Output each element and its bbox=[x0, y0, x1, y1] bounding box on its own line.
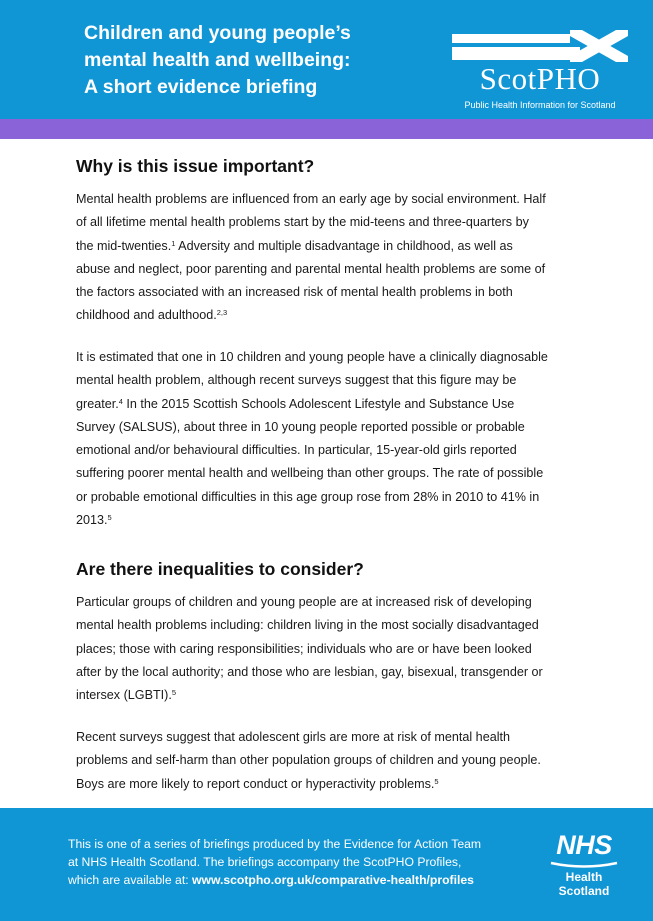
paragraph: Recent surveys suggest that adolescent girls are more at risk of mental health problems and self-harm than other population groups of children and young people. Boys are more likely to report conduct or hyperactivity problems.$^5$ bbox=[76, 730, 541, 791]
title-line: Children and young people’s bbox=[84, 22, 351, 44]
scotpho-logo bbox=[452, 30, 628, 115]
title-line: mental health and wellbeing: bbox=[84, 49, 351, 71]
accent-band bbox=[0, 119, 653, 139]
paragraph: It is estimated that one in 10 children and young people have a clinically diagnosable mental health problem, although recent surveys suggest that this figure may be greater.$^4$ In the 2015 Scottish Schools Adolescent Lifestyle and Substance Use Survey (SALSUS), about three in 10 young people reported possible or probable emotional and/or behavioural difficulties. In particular, 15-year-old girls reported suffering poorer mental health and wellbeing than other groups. The rate of possible or probable emotional difficulties in this age group rose from 28% in 2010 to 41% in 2013.$^5$ bbox=[76, 350, 548, 528]
title-line: A short evidence briefing bbox=[84, 76, 318, 98]
header-banner bbox=[0, 0, 653, 119]
paragraph: Mental health problems are influenced from an early age by social environment. Half of all lifetime mental health problems start by the mid-teens and three-quarters by the mid-twenties.$^1$ Adversity and multiple disadvantage in childhood, as well as abuse and neglect, poor parenting and parental mental health problems are some of the factors associated with an increased risk of mental health problems in both childhood and adulthood.$^{2,3}$ bbox=[76, 192, 546, 323]
citation: 5 bbox=[434, 776, 439, 786]
document-title bbox=[84, 20, 424, 101]
citation: 1 bbox=[171, 238, 176, 248]
nhs-mark: NHS bbox=[556, 830, 612, 860]
footer-note: This is one of a series of briefings produced by the Evidence for Action Team at NHS Health Scotland. The briefings accompany the ScotPHO Profiles, which are available at: www.scotpho.org.uk/comparative-health/profiles bbox=[68, 837, 482, 887]
section-heading: Are there inequalities to consider? bbox=[76, 559, 364, 579]
citation: 5 bbox=[107, 513, 112, 523]
scotpho-tagline: Public Health Information for Scotland bbox=[464, 100, 616, 110]
citation: 4 bbox=[118, 396, 123, 406]
section-heading: Why is this issue important? bbox=[76, 156, 315, 176]
nhs-health-scotland-logo bbox=[545, 828, 625, 908]
paragraph: Particular groups of children and young people are at increased risk of developing mental health problems including: children living in the most socially disadvantaged places; those with caring responsibilities; individuals who are or have been looked after by the local authority; and those who are lesbian, gay, bisexual, transgender or intersex (LGBTI).$^5$ bbox=[76, 595, 543, 703]
scotpho-wordmark: ScotPHO bbox=[479, 61, 601, 96]
nhs-org-name: Health Scotland bbox=[558, 870, 610, 898]
profiles-link[interactable]: www.scotpho.org.uk/comparative-health/profiles bbox=[191, 873, 474, 887]
footer-banner bbox=[0, 808, 653, 921]
citation: 5 bbox=[171, 688, 177, 698]
citation: 2,3 bbox=[216, 308, 228, 318]
nhs-swoosh-icon bbox=[545, 861, 623, 869]
